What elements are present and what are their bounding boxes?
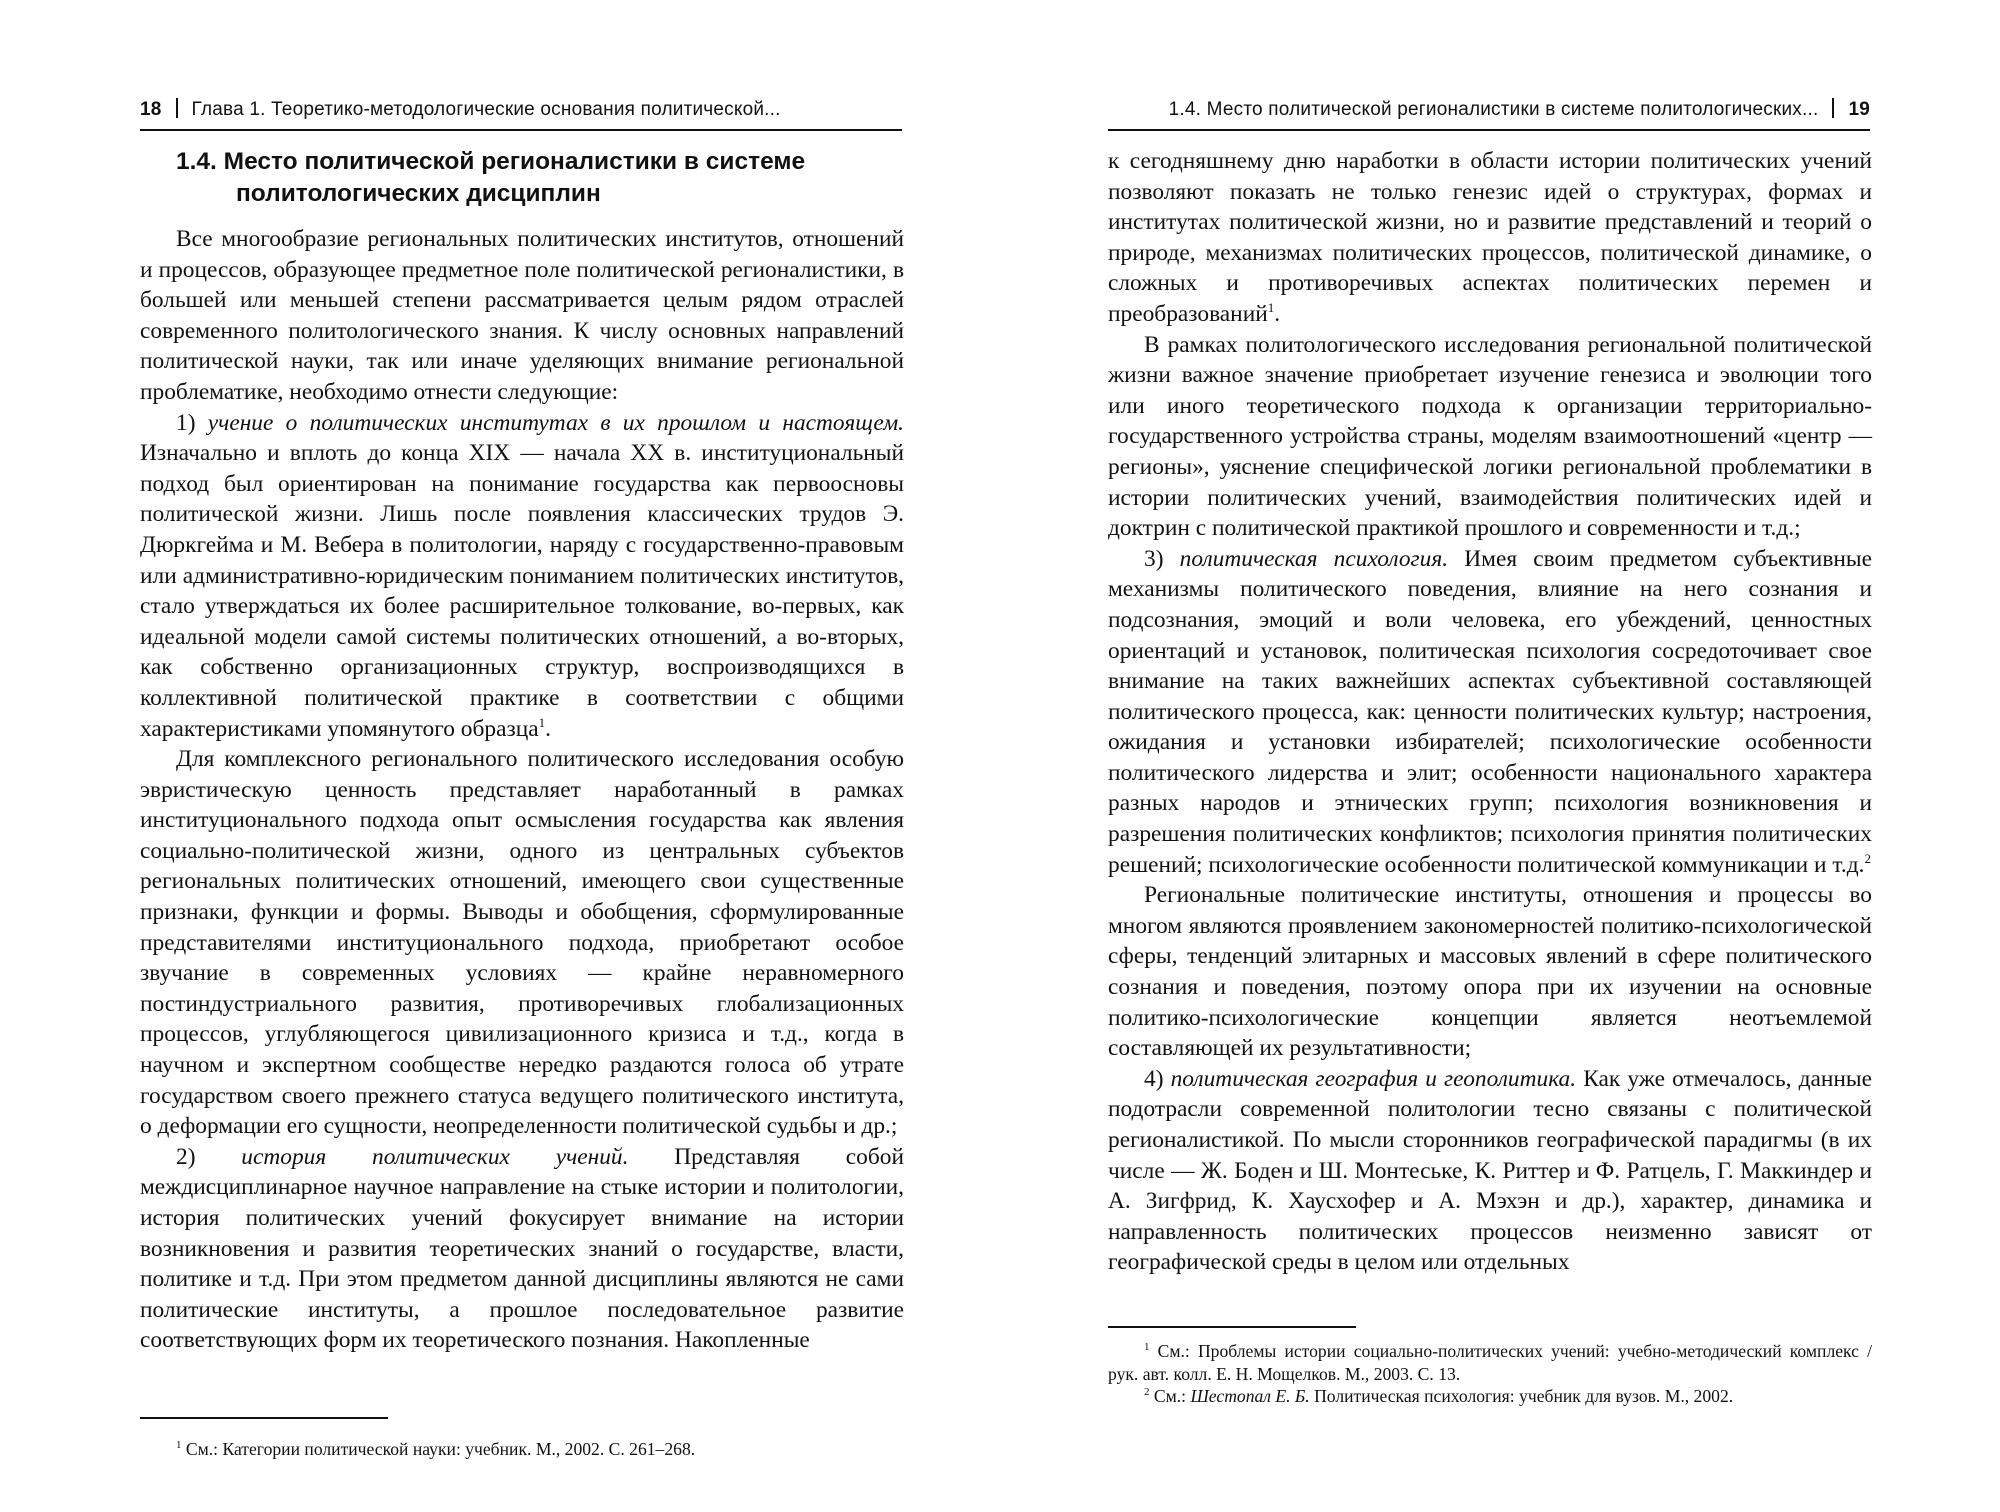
paragraph-institutional: Для комплексного регионального политического исследования особую эвристическую ценность представляет наработанный в рамках институционального подхода опыт осмысления государства как явления социально-политической жизни, одного из центральных субъектов региональных политических отношений, имеющего свои существенные признаки, функции и формы. Выводы и обобщения, сформулированные представителями институционального подхода, приобретают особое звучание в современных условиях — крайне неравномерного постиндустриального развития, противоречивых глобализационных процессов, углубляющегося цивилизационного кризиса и т.д., когда в научном и экспертном сообществе нередко раздаются голоса об утрате государством своего прежнего статуса ведущего политического института, о деформации его сущности, неопределенности политической судьбы и др.;: [140, 746, 904, 1140]
paragraph-item-4: [1108, 1064, 1872, 1278]
paragraph-text: к сегодняшнему дню наработки в области истории политических учений позволяют показать не только генезис идей о структурах, формах и институтах политической жизни, но и развитие представлений и теорий о природе, механизмах политических процессов, политической динамике, о сложных и противоречивых аспектах политических перемен и преобразований: [1108, 148, 1872, 327]
sentence-end: .: [1274, 300, 1281, 327]
footnote: [1108, 1340, 1872, 1385]
footnote-prefix: См.:: [1149, 1386, 1191, 1407]
paragraph-genesis: В рамках политологического исследования региональной политической жизни важное значение приобретает изучение генезиса и эволюции того или иного теоретического подхода к организации территориально-государственного устройства страны, моделям взаимоотношений «центр — регионы», уяснение специфической логики региональной проблематики в истории политических учений, взаимодействия политических идей и доктрин с политической практикой прошлого и современности и т.д.;: [1108, 331, 1872, 542]
item-text: Как уже отмечалось, данные подотрасли современной политологии тесно связаны с политической регионалистикой. По мысли сторонников географической парадигмы (в их числе — Ж. Боден и Ш. Монтеське, К. Риттер и Ф. Ратцель, Г. Маккиндер и А. Зигфрид, К. Хаусхофер и А. Мэхэн и др.), характер, динамика и направленность политических процессов неизменно зависят от географической среды в целом или отдельных: [1108, 1065, 1872, 1276]
item-title: учение о политических институтах в их прошлом и настоящем.: [207, 409, 905, 436]
footnotes-right: [1108, 1340, 1872, 1408]
sentence-end: .: [545, 715, 551, 742]
footnote-ref: 1: [1267, 299, 1275, 315]
paragraph-regional-institutions: Региональные политические институты, отношения и процессы во многом являются проявлением закономерностей политико-психологической сферы, тенденций элитарных и массовых явлений в сфере политического сознания и поведения, поэтому опора при их изучении на основные политико-психологические концепции является неотъемлемой составляющей их результативности;: [1108, 882, 1872, 1062]
right-page: [1000, 0, 2000, 1512]
footnote-ref: 1: [538, 714, 546, 730]
item-title: история политических учений.: [241, 1143, 629, 1170]
section-heading: [176, 146, 904, 210]
footnote-number: 2: [1144, 1386, 1150, 1399]
paragraph-intro: Все многообразие региональных политических институтов, отношений и процессов, образующее предметное поле политической регионалистики, в большей или меньшей степени рассматривается целым рядом отраслей современного политологического знания. К числу основных направлений политической науки, так или иначе уделяющих внимание региональной проблематике, необходимо отнести следующие:: [140, 226, 904, 405]
section-heading-line1: 1.4. Место политической регионалистики в системе: [176, 148, 806, 175]
header-separator: [1832, 98, 1834, 118]
footnote-author: Шестопал Е. Б.: [1190, 1386, 1310, 1407]
item-text: Представляя собой междисциплинарное научное направление на стыке истории и политологии, история политических учений фокусирует внимание на истории возникновения и развития теоретических знаний о государстве, власти, политике и т.д. При этом предметом данной дисциплины являются не сами политические институты, а прошлое последовательное развитие соответствующих форм их теоретического познания. Накопленные: [140, 1143, 904, 1354]
item-text: Изначально и вплоть до конца XIX — начала XX в. институциональный подход был ориентирован на понимание государства как первоосновы политической жизни. Лишь после появления классических трудов Э. Дюркгейма и М. Вебера в политологии, наряду с государственно-правовым или административно-юридическим пониманием политических институтов, стало утверждаться их более расширительное толкование, во-первых, как идеальной модели самой системы политических отношений, а во-вторых, как собственно организационных структур, воспроизводящихся в коллективной политической практике в соответствии с общими характеристиками упомянутого образца: [140, 440, 904, 742]
footnote-rule-right: [1108, 1326, 1356, 1328]
list-number: 3): [1144, 545, 1180, 572]
paragraph-item-1: [140, 408, 904, 745]
item-title: политическая география и геополитика.: [1170, 1065, 1577, 1092]
list-number: 1): [176, 409, 208, 436]
footnote-number: 1: [1144, 1341, 1150, 1353]
section-heading-line2: политологических дисциплин: [236, 180, 601, 207]
item-text: Имея своим предметом субъективные механизмы политического поведения, влияние на него сознания и подсознания, эмоций и воли человека, его убеждений, ценностных ориентаций и установок, политическая психология сосредоточивает свое внимание на таких важнейших аспектах субъективной составляющей политического процесса, как: ценности политических культур; настроения, ожидания и установки избирателей; психологические особенности политического лидерства и элит; особенности национального характера разных народов и этнических групп; психология возникновения и разрешения политических конфликтов; психология принятия политических решений; психологические особенности политической коммуникации и т.д.: [1108, 545, 1872, 878]
list-number: 2): [176, 1143, 242, 1170]
item-title: политическая психология.: [1179, 545, 1449, 572]
header-rule-left: [140, 129, 902, 131]
paragraph-item-3: [1108, 544, 1872, 881]
running-head-text-right: 1.4. Место политической регионалистики в системе политологических...: [1168, 99, 1819, 120]
footnote-text: Политическая психология: учебник для вузов. М., 2002.: [1309, 1386, 1734, 1407]
running-head-left: [140, 98, 781, 121]
page-number-left: 18: [140, 99, 162, 120]
footnote-text: См.: Проблемы истории социально-политических учений: учебно-методический комплекс / рук. авт. колл. Е. Н. Мощелков. М., 2003. С. 13.: [1108, 1341, 1872, 1384]
list-number: 4): [1144, 1065, 1171, 1092]
footnote-ref: 2: [1864, 850, 1871, 866]
footnote: [140, 1438, 904, 1461]
footnote-number: 1: [176, 1439, 182, 1451]
left-text-column: [140, 146, 904, 1356]
right-text-column: [1108, 146, 1872, 1278]
paragraph-continuation: [1108, 146, 1872, 330]
footnote-text: См.: Категории политической науки: учебник. М., 2002. С. 261–268.: [181, 1439, 696, 1459]
header-rule-right: [1108, 129, 1870, 131]
footnote: [1108, 1385, 1872, 1408]
running-head-text-left: Глава 1. Теоретико-методологические основания политической...: [191, 99, 781, 120]
footnotes-left: [140, 1438, 904, 1461]
page-number-right: 19: [1848, 99, 1870, 120]
footnote-rule-left: [140, 1417, 388, 1419]
paragraph-item-2: [140, 1142, 904, 1356]
header-separator: [176, 98, 178, 118]
running-head-right: [1169, 98, 1870, 121]
